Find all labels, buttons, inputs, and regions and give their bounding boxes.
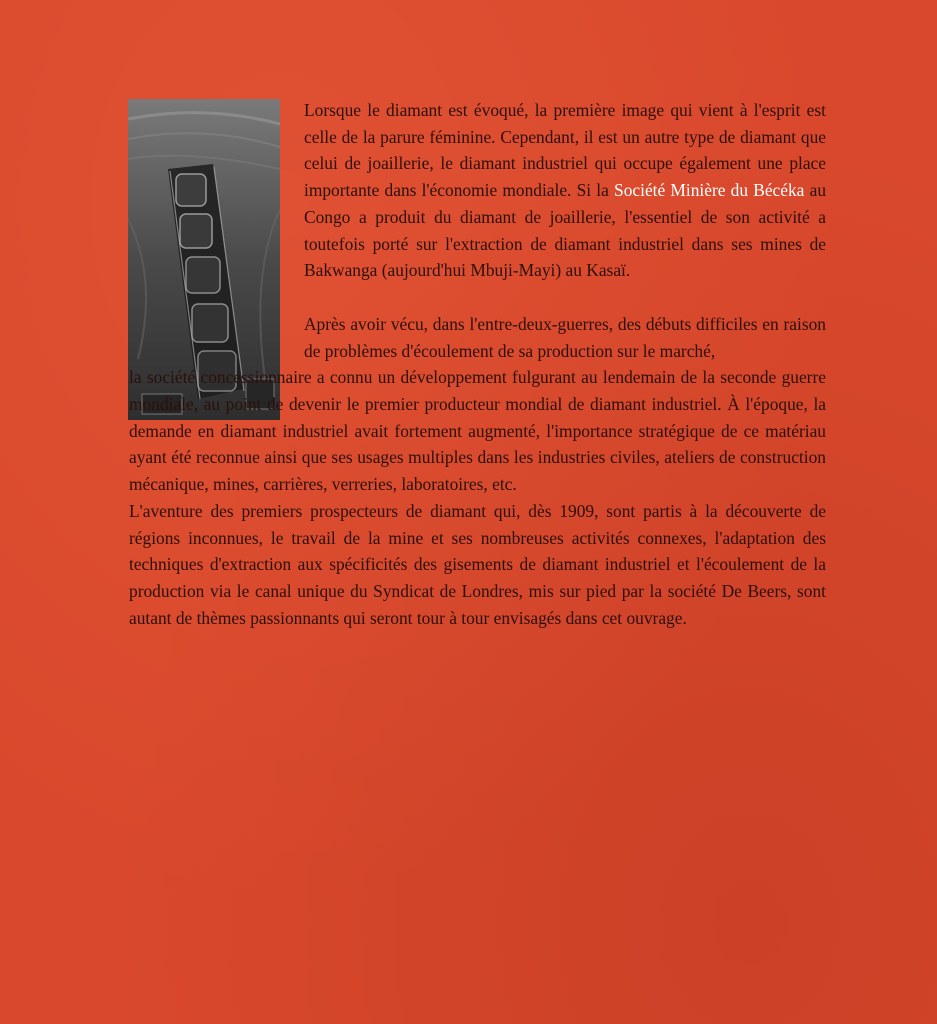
paragraph-1	[129, 97, 826, 284]
paragraph-1-end: au Congo a produit du diamant de joaillerie, l'essentiel de son activité a toutefois porté sur l'extraction de diamant industriel dans ses mines de Bakwanga (aujourd'hui Mbuji-Mayi) au Kasaï.	[304, 180, 827, 281]
description-text	[129, 97, 826, 631]
paragraph-3: L'aventure des premiers prospecteurs de diamant qui, dès 1909, sont partis à la découverte de régions inconnues, le travail de la mine et ses nombreuses activités connexes, l'adaptation des techniques d'extraction aux spécificités des gisements de diamant industriel et l'écoulement de la production via le canal unique du Syndicat de Londres, mis sur pied par la société De Beers, sont autant de thèmes passionnants qui seront tour à tour envisagés dans cet ouvrage.	[129, 500, 826, 628]
paragraph-2-top: Après avoir vécu, dans l'entre-deux-guerres, des débuts difficiles en raison de problèmes d'écoulement de sa production sur le marché,	[304, 313, 826, 361]
paragraph-2-rest: la société concessionnaire a connu un développement fulgurant au lendemain de la seconde guerre mondiale, au point de devenir le premier producteur mondial de diamant industriel. À l'époque, la demande en diamant industriel avait fortement augmenté, l'importance stratégique de ce matériau ayant été reconnue ainsi que ses usages multiples dans les industries civiles, ateliers de construction mécanique, mines, carrières, verreries, laboratoires, etc.	[129, 367, 826, 495]
paragraph-1-start: Lorsque le diamant est évoqué, la première image qui vient à l'esprit est celle de la parure féminine. Cependant, il est un autre type de diamant que celui de joaillerie, le diamant industriel qui occupe également une place importante dans l'économie mondiale. Si la	[304, 100, 826, 201]
paragraph-2	[129, 311, 826, 498]
company-name-highlight: Société Minière du Bécéka	[614, 180, 805, 201]
